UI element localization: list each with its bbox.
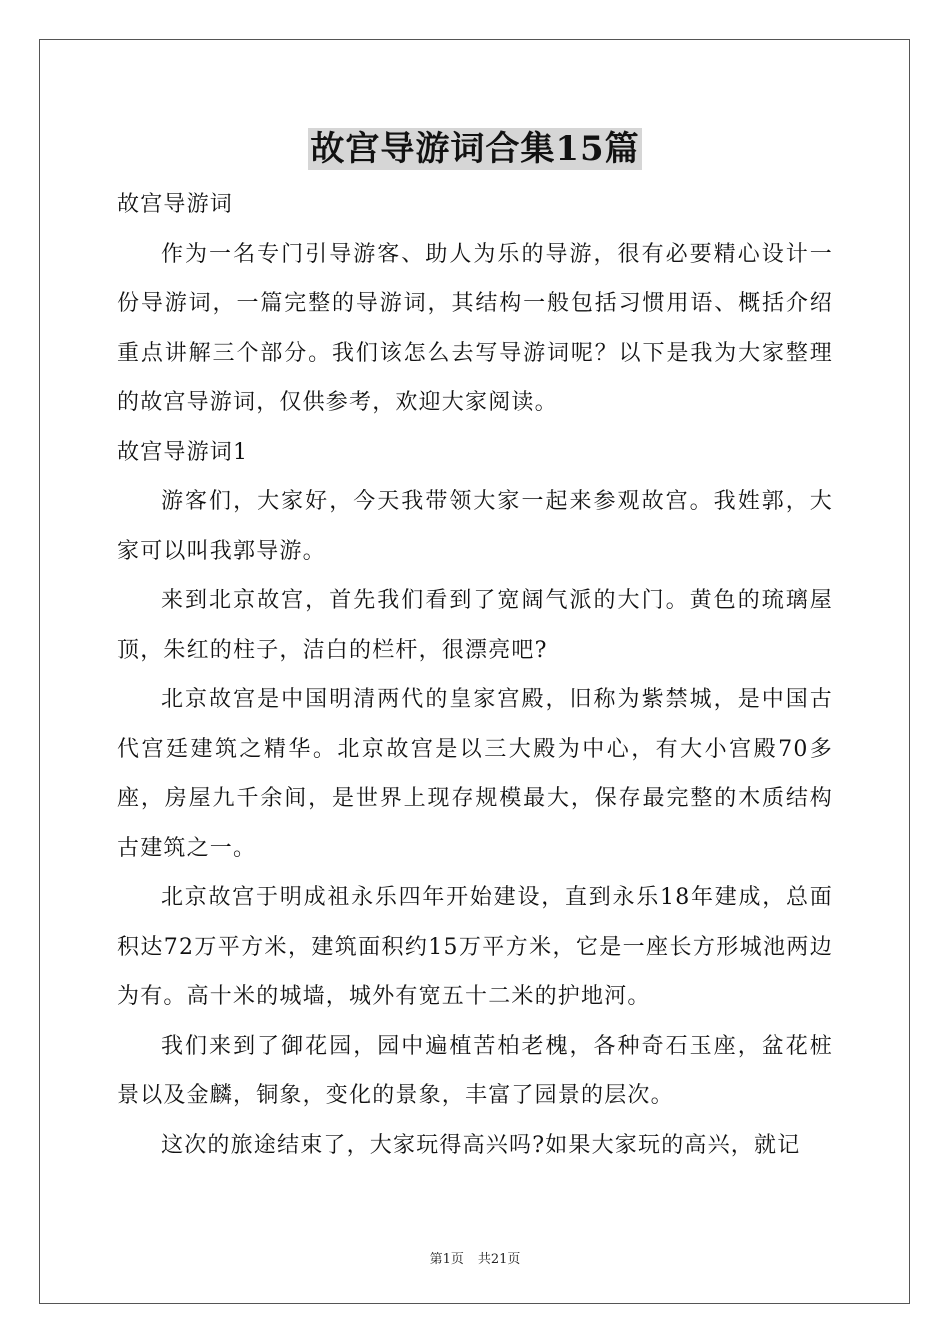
paragraph: 作为一名专门引导游客、助人为乐的导游，很有必要精心设计一份导游词，一篇完整的导游词，其结构一般包括习惯用语、概括介绍重点讲解三个部分。我们该怎么去写导游词呢？以下是我为大家整理的故宫导游词，仅供参考，欢迎大家阅读。 — [117, 241, 833, 415]
paragraph: 我们来到了御花园，园中遍植苦柏老槐，各种奇石玉座，盆花桩景以及金麟，铜象，变化的景象，丰富了园景的层次。 — [117, 1033, 833, 1108]
page-total: 共21页 — [477, 1252, 521, 1267]
paragraph: 这次的旅途结束了，大家玩得高兴吗?如果大家玩的高兴，就记 — [161, 1132, 801, 1158]
document-body — [117, 180, 833, 1170]
paragraph: 北京故宫是中国明清两代的皇家宫殿，旧称为紫禁城，是中国古代宫廷建筑之精华。北京故宫是以三大殿为中心，有大小宫殿70多座，房屋九千余间，是世界上现存规模最大，保存最完整的木质结构古建筑之一。 — [117, 687, 833, 861]
paragraph: 游客们，大家好，今天我带领大家一起来参观故宫。我姓郭，大家可以叫我郭导游。 — [117, 489, 833, 564]
paragraph: 来到北京故宫，首先我们看到了宽阔气派的大门。黄色的琉璃屋顶，朱红的柱子，洁白的栏杆，很漂亮吧? — [117, 588, 833, 663]
section-heading: 故宫导游词1 — [117, 439, 249, 465]
page-number: 第1页 — [429, 1252, 464, 1267]
title-container — [0, 128, 950, 170]
page-footer — [0, 1248, 950, 1267]
document-title: 故宫导游词合集15篇 — [310, 129, 640, 169]
paragraph: 北京故宫于明成祖永乐四年开始建设，直到永乐18年建成，总面积达72万平方米，建筑面积约15万平方米，它是一座长方形城池两边为有。高十米的城墙，城外有宽五十二米的护地河。 — [117, 885, 833, 1009]
section-heading: 故宫导游词 — [117, 192, 234, 217]
